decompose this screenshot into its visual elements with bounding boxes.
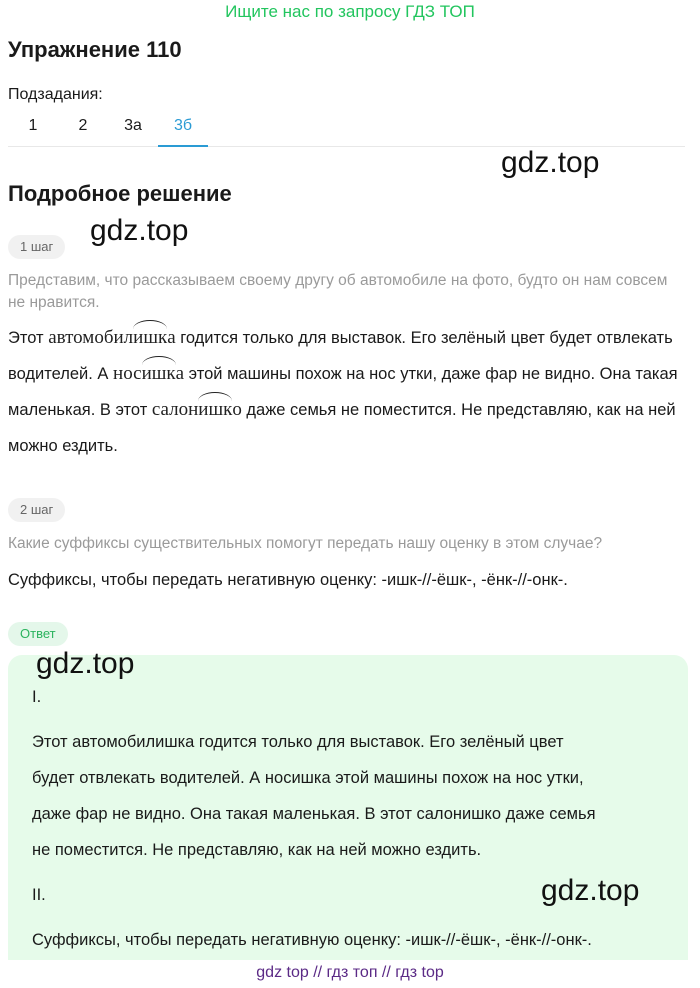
suffix-arc: ишк — [142, 356, 176, 392]
page-title: Упражнение 110 — [8, 37, 182, 62]
tab-3b[interactable]: 3б — [158, 107, 208, 147]
tab-1[interactable]: 1 — [28, 117, 38, 134]
step-text: Этот автомобилишка годится только для выставок. Его зелёный цвет будет отвлекать водителей. А носишка этой машины похож на нос утки, даже фар не видно. Она такая маленькая. В этот салонишко даже семья не поместится. Не представляю, как на ней можно ездить. — [8, 320, 692, 464]
subtask-tabs — [8, 107, 685, 147]
step-hint: Какие суффиксы существительных помогут передать нашу оценку в этом случае? — [8, 535, 603, 552]
section-title: Подробное решение — [8, 181, 232, 206]
step-badge: 2 шаг — [8, 498, 65, 522]
answer-line: даже фар не видно. Она такая маленькая. В этот салонишко даже семья — [32, 805, 596, 823]
step-hint: Представим, что рассказываем своему другу об автомобиле на фото, будто он нам совсем не нравится. — [8, 272, 668, 311]
answer-badge: Ответ — [8, 622, 68, 646]
watermark: gdz.top — [501, 146, 600, 179]
answer-line: будет отвлекать водителей. А носишка этой машины похож на нос утки, — [32, 769, 584, 787]
subtasks-label: Подзадания: — [8, 86, 103, 103]
watermark: gdz.top — [90, 214, 189, 247]
tab-2[interactable]: 2 — [78, 117, 88, 134]
word-with-suffix: носишка — [113, 363, 184, 384]
step-text: Суффиксы, чтобы передать негативную оценку: -ишк-//-ёшк-, -ёнк-//-онк-. — [8, 571, 568, 589]
suffix-arc: ишк — [198, 392, 232, 428]
step-badge: 1 шаг — [8, 235, 65, 259]
answer-part-label: II. — [32, 886, 46, 904]
search-banner[interactable]: Ищите нас по запросу ГДЗ ТОП — [225, 2, 475, 21]
footer: gdz top // гдз топ // гдз top — [0, 960, 700, 988]
word-with-suffix: салонишко — [152, 399, 242, 420]
answer-line: Суффиксы, чтобы передать негативную оценку: -ишк-//-ёшк-, -ёнк-//-онк-. — [32, 931, 592, 949]
watermark: gdz.top — [541, 874, 640, 907]
answer-line: Этот автомобилишка годится только для выставок. Его зелёный цвет — [32, 733, 564, 751]
suffix-arc: ишк — [133, 320, 167, 356]
tab-3a[interactable]: 3а — [124, 117, 142, 134]
watermark: gdz.top — [36, 647, 135, 680]
answer-part-label: I. — [32, 688, 42, 706]
answer-line: не поместится. Не представляю, как на ней можно ездить. — [32, 841, 482, 859]
word-with-suffix: автомобилишка — [48, 327, 175, 348]
